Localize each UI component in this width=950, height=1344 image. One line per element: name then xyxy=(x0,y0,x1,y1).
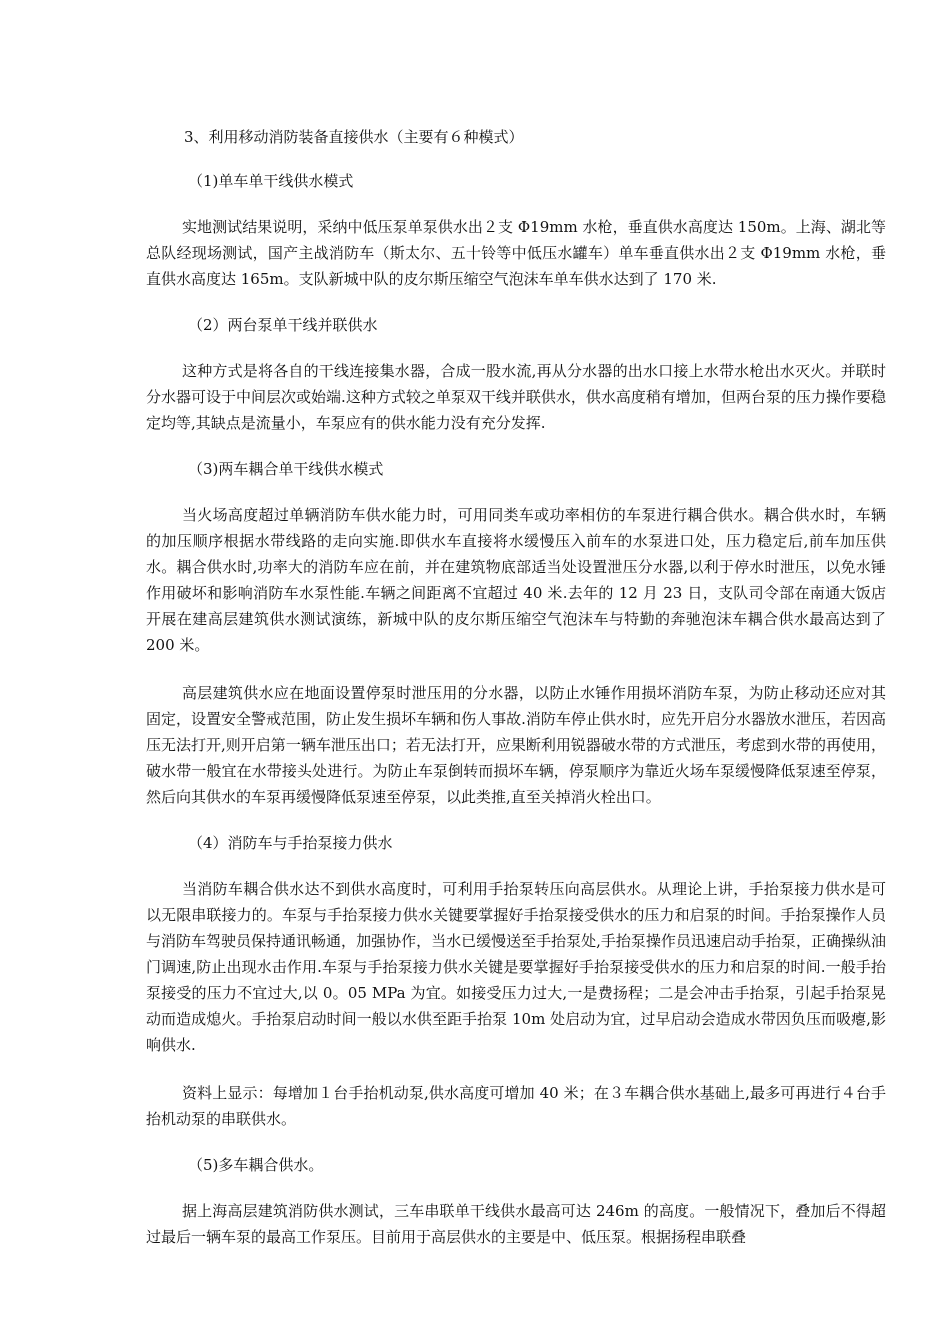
subsection-heading-4: （4）消防车与手抬泵接力供水 xyxy=(188,834,393,852)
paragraph: 据上海高层建筑消防供水测试，三车串联单干线供水最高可达 246m 的高度。一般情况下，叠加后不得超过最后一辆车泵的最高工作泵压。目前用于高层供水的主要是中、低压泵。根据扬程串联叠 xyxy=(146,1202,886,1246)
subsection-heading-3: （3)两车耦合单干线供水模式 xyxy=(188,460,384,478)
subsection-heading-2: （2）两台泵单干线并联供水 xyxy=(188,316,378,334)
paragraph: 这种方式是将各自的干线连接集水器，合成一股水流,再从分水器的出水口接上水带水枪出水灭火。并联时分水器可设于中间层次或始端.这种方式较之单泵双干线并联供水，供水高度稍有增加，但两台泵的压力操作要稳定均等,其缺点是流量小，车泵应有的供水能力没有充分发挥. xyxy=(146,362,886,432)
section-title: 3、利用移动消防装备直接供水（主要有６种模式） xyxy=(184,128,524,146)
subsection-heading-1: （1)单车单干线供水模式 xyxy=(188,172,354,190)
subsection-heading-5: （5)多车耦合供水。 xyxy=(188,1156,324,1174)
paragraph: 当消防车耦合供水达不到供水高度时，可利用手抬泵转压向高层供水。从理论上讲，手抬泵接力供水是可以无限串联接力的。车泵与手抬泵接力供水关键要掌握好手抬泵接受供水的压力和启泵的时间。手抬泵操作人员与消防车驾驶员保持通讯畅通，加强协作，当水已缓慢送至手抬泵处,手抬泵操作员迅速启动手抬泵，正确操纵油门调速,防止出现水击作用.车泵与手抬泵接力供水关键是要掌握好手抬泵接受供水的压力和启泵的时间.一般手抬泵接受的压力不宜过大,以 0。05 MPa 为宜。如接受压力过大,一是费扬程；二是会冲击手抬泵，引起手抬泵晃动而造成熄火。手抬泵启动时间一般以水供至距手抬泵 10m 处启动为宜，过早启动会造成水带因负压而吸瘪,影响供水. xyxy=(146,880,886,1054)
document-page xyxy=(146,126,886,1272)
paragraph: 当火场高度超过单辆消防车供水能力时，可用同类车或功率相仿的车泵进行耦合供水。耦合供水时，车辆的加压顺序根据水带线路的走向实施.即供水车直接将水缓慢压入前车的水泵进口处，压力稳定后,前车加压供水。耦合供水时,功率大的消防车应在前，并在建筑物底部适当处设置泄压分水器,以利于停水时泄压，以免水锤作用破坏和影响消防车水泵性能.车辆之间距离不宜超过 40 米.去年的 12 月 23 日，支队司令部在南通大饭店开展在建高层建筑供水测试演练，新城中队的皮尔斯压缩空气泡沫车与特勤的奔驰泡沫车耦合供水最高达到了 200 米。 xyxy=(146,506,886,654)
paragraph: 资料上显示：每增加１台手抬机动泵,供水高度可增加 40 米；在３车耦合供水基础上,最多可再进行４台手抬机动泵的串联供水。 xyxy=(146,1084,886,1128)
paragraph: 实地测试结果说明，采纳中低压泵单泵供水出２支 Φ19mm 水枪，垂直供水高度达 150m。上海、湖北等总队经现场测试，国产主战消防车（斯太尔、五十铃等中低压水罐车）单车垂直供水出２支 Φ19mm 水枪，垂直供水高度达 165m。支队新城中队的皮尔斯压缩空气泡沫车单车供水达到了 170 米. xyxy=(146,218,886,288)
paragraph: 高层建筑供水应在地面设置停泵时泄压用的分水器，以防止水锤作用损坏消防车泵，为防止移动还应对其固定，设置安全警戒范围，防止发生损坏车辆和伤人事故.消防车停止供水时，应先开启分水器放水泄压，若因高压无法打开,则开启第一辆车泄压出口；若无法打开，应果断利用锐器破水带的方式泄压，考虑到水带的再使用，破水带一般宜在水带接头处进行。为防止车泵倒转而损坏车辆，停泵顺序为靠近火场车泵缓慢降低泵速至停泵，然后向其供水的车泵再缓慢降低泵速至停泵，以此类推,直至关掉消火栓出口。 xyxy=(146,684,886,806)
